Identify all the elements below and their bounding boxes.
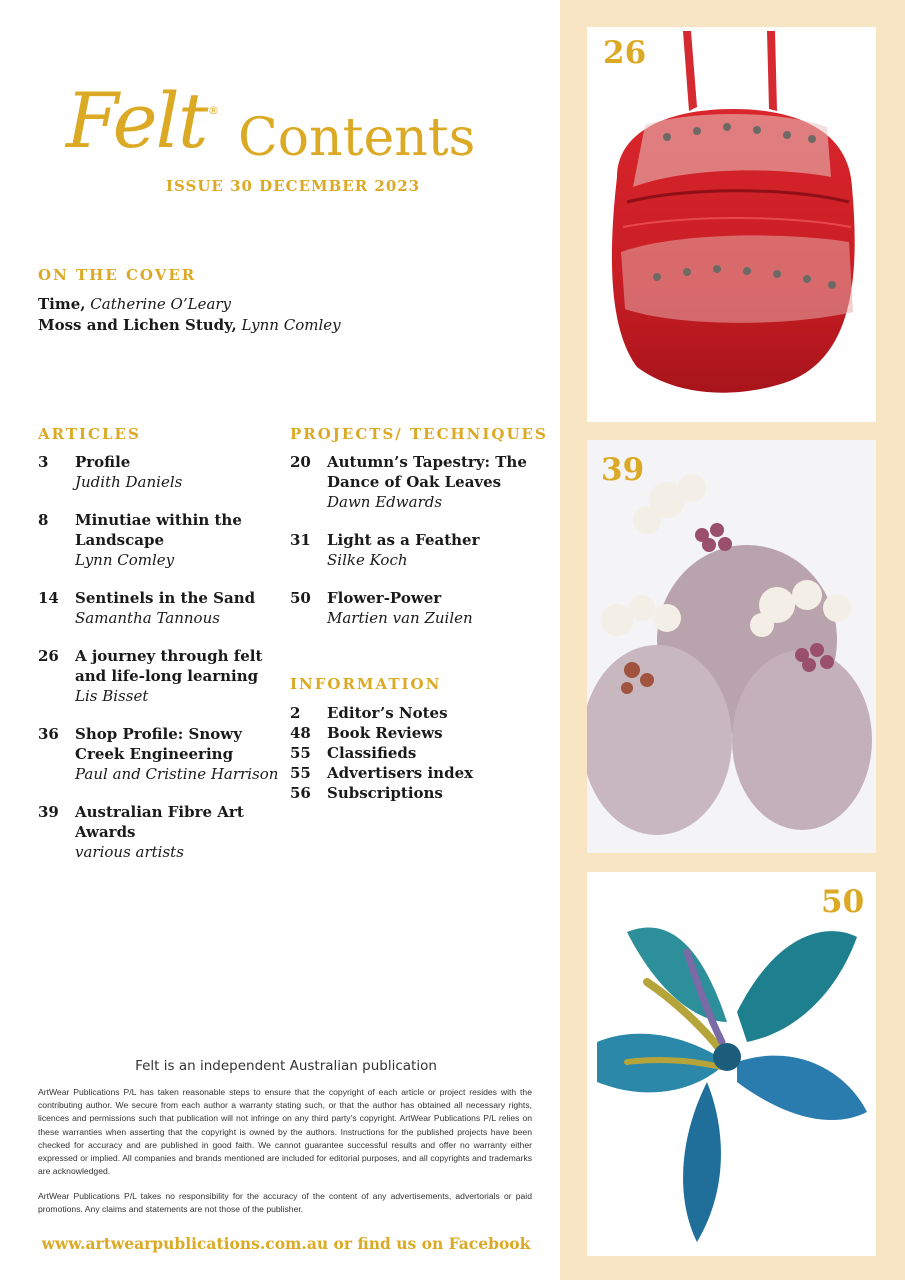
- article-title: Australian Fibre Art Awards: [75, 803, 244, 841]
- information-entry[interactable]: [290, 763, 530, 783]
- project-entry[interactable]: [290, 530, 540, 570]
- project-title: Autumn’s Tapestry: The Dance of Oak Leaves: [327, 453, 527, 491]
- liability-notice: ArtWear Publications P/L takes no responsibility for the accuracy of the content of any advertisements, advertorials or paid promotions. Any claims and statements are not those of the publisher.: [38, 1191, 532, 1215]
- article-title: Minutiae within the Landscape: [75, 511, 242, 549]
- article-author: Judith Daniels: [75, 473, 183, 491]
- cover-heading: ON THE COVER: [38, 266, 197, 284]
- registered-mark: ®: [208, 104, 219, 117]
- photo-page-number: 39: [601, 452, 645, 488]
- article-entry[interactable]: [38, 646, 278, 706]
- felt-logo: Felt: [66, 76, 207, 165]
- page-number: 39: [38, 803, 59, 821]
- page-number: 20: [290, 453, 311, 471]
- project-entry[interactable]: [290, 452, 540, 512]
- page-number: 14: [38, 589, 59, 607]
- cover-item-title: Time,: [38, 295, 86, 313]
- information-list: [290, 703, 530, 803]
- page-number: 8: [38, 511, 49, 529]
- information-heading: INFORMATION: [290, 675, 442, 693]
- articles-heading: ARTICLES: [38, 425, 141, 443]
- page-title: Contents: [238, 108, 476, 168]
- project-title: Flower-Power: [327, 589, 442, 607]
- article-entry[interactable]: [38, 724, 278, 784]
- felted-pods-illustration: [587, 440, 876, 853]
- photo-red-bag[interactable]: [587, 27, 876, 422]
- photo-page-number: 26: [603, 35, 647, 71]
- page-number: 55: [290, 764, 311, 782]
- red-bag-illustration: [587, 27, 876, 422]
- information-title: Advertisers index: [327, 764, 474, 782]
- project-author: Silke Koch: [327, 551, 408, 569]
- article-title: Sentinels in the Sand: [75, 589, 256, 607]
- information-title: Classifieds: [327, 744, 417, 762]
- copyright-notice: ArtWear Publications P/L has taken reasonable steps to ensure that the copyright of each article or project resides with the contributing author. We secure from each author a warranty stating such, or that the author has obtained all necessary rights, licences and permissions such that publication will not infringe on any third party’s copyright. ArtWear Publications P/L relies on these warranties when asserting that the copyright is owned by the authors. Instructions for the published projects have been checked for accuracy and are published in good faith. We cannot guarantee successful results and offer no warranty either expressed or implied. All companies and brands mentioned are included for editorial purposes, and all copyrights and trademarks are acknowledged.: [38, 1087, 532, 1177]
- project-author: Dawn Edwards: [327, 493, 443, 511]
- article-entry[interactable]: [38, 452, 278, 492]
- project-entry[interactable]: [290, 588, 540, 628]
- information-title: Editor’s Notes: [327, 704, 448, 722]
- felt-flower-illustration: [587, 872, 876, 1256]
- page-number: 48: [290, 724, 311, 742]
- article-entry[interactable]: [38, 510, 278, 570]
- cover-list: [38, 294, 538, 336]
- article-author: Lis Bisset: [75, 687, 149, 705]
- page-number: 55: [290, 744, 311, 762]
- projects-list: [290, 452, 540, 646]
- image-panel: [560, 0, 905, 1280]
- information-entry[interactable]: [290, 743, 530, 763]
- project-author: Martien van Zuilen: [327, 609, 473, 627]
- page-number: 56: [290, 784, 311, 802]
- cover-item: [38, 315, 538, 336]
- article-author: various artists: [75, 843, 184, 861]
- article-author: Lynn Comley: [75, 551, 175, 569]
- information-title: Subscriptions: [327, 784, 443, 802]
- cover-item-author: Catherine O’Leary: [90, 295, 232, 313]
- independent-statement: Felt is an independent Australian publication: [135, 1058, 437, 1074]
- cover-item: [38, 294, 538, 315]
- article-title: Profile: [75, 453, 131, 471]
- page-number: 50: [290, 589, 311, 607]
- page-number: 31: [290, 531, 311, 549]
- page-number: 36: [38, 725, 59, 743]
- issue-line: ISSUE 30 DECEMBER 2023: [166, 177, 421, 195]
- article-entry[interactable]: [38, 588, 278, 628]
- information-entry[interactable]: [290, 723, 530, 743]
- cover-item-title: Moss and Lichen Study,: [38, 316, 237, 334]
- information-entry[interactable]: [290, 703, 530, 723]
- website-link[interactable]: www.artwearpublications.com.au or find us on Facebook: [41, 1234, 531, 1253]
- page-number: 2: [290, 704, 301, 722]
- article-title: Shop Profile: Snowy Creek Engineering: [75, 725, 242, 763]
- cover-item-author: Lynn Comley: [241, 316, 341, 334]
- information-title: Book Reviews: [327, 724, 443, 742]
- article-title: A journey through felt and life-long learning: [75, 647, 263, 685]
- photo-felted-pods[interactable]: [587, 440, 876, 853]
- photo-page-number: 50: [821, 884, 865, 920]
- article-author: Paul and Cristine Harrison: [75, 765, 279, 783]
- article-entry[interactable]: [38, 802, 278, 862]
- photo-felt-flower[interactable]: [587, 872, 876, 1256]
- projects-heading: PROJECTS/ TECHNIQUES: [290, 425, 548, 443]
- information-entry[interactable]: [290, 783, 530, 803]
- project-title: Light as a Feather: [327, 531, 480, 549]
- articles-list: [38, 452, 278, 880]
- page-number: 3: [38, 453, 49, 471]
- article-author: Samantha Tannous: [75, 609, 220, 627]
- page-number: 26: [38, 647, 59, 665]
